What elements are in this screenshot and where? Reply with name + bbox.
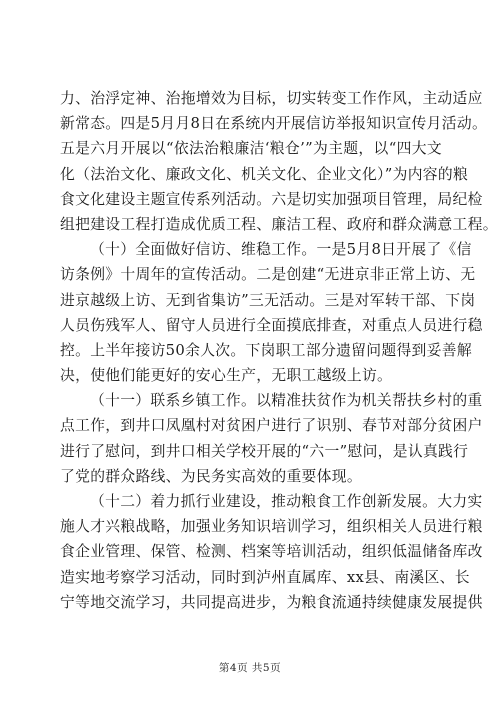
text-line: 访条例》十周年的宣传活动。二是创建“无进京非正常上访、无 <box>60 266 476 284</box>
text-line: 人员伤残军人、留守人员进行全面摸底排查，对重点人员进行稳 <box>60 316 483 334</box>
text-line: 造实地考察学习活动，同时到泸州直属库、xx县、南溪区、长 <box>60 568 470 586</box>
text-line: 施人才兴粮战略，加强业务知识培训学习，组织相关人员进行粮 <box>60 518 483 536</box>
text-line: 进京越级上访、无到省集访”三无活动。三是对军转干部、下岗 <box>60 291 476 309</box>
text-line: 五是六月开展以“依法治粮廉洁‘粮仓’”为主题，以“四大文 <box>60 140 442 158</box>
document-body <box>60 86 498 615</box>
text-line: 决，使他们能更好的安心生产，无职工越级上访。 <box>60 367 393 385</box>
text-line: 控。上半年接访50余人次。下岗职工部分遗留问题得到妥善解 <box>60 341 472 359</box>
text-line: 化（法治文化、廉政文化、机关文化、企业文化）”为内容的粮 <box>60 165 469 183</box>
paragraph-12-first-line: （十二）着力抓行业建设，推动粮食工作创新发展。大力实 <box>90 493 483 510</box>
text-line: 组把建设工程打造成优质工程、廉洁工程、政府和群众满意工程。 <box>60 215 498 233</box>
text-line: 宁等地交流学习，共同提高进步，为粮食流通持续健康发展提供 <box>60 593 483 611</box>
page-number-footer: 第4页 共5页 <box>218 662 282 674</box>
text-line: 新常态。四是5月月8日在系统内开展信访举报知识宣传月活动。 <box>60 115 488 133</box>
paragraph-10-first-line: （十）全面做好信访、维稳工作。一是5月8日开展了《信 <box>90 241 472 259</box>
text-line: 进行了慰问，到井口相关学校开展的“六一”慰问，是认真践行 <box>60 442 469 460</box>
text-line: 点工作，到井口凤凰村对贫困户进行了识别、春节对部分贫困户 <box>60 417 483 435</box>
text-line: 了党的群众路线、为民务实高效的重要体现。 <box>60 467 362 485</box>
paragraph-11-first-line: （十一）联系乡镇工作。以精准扶贫作为机关帮扶乡村的重 <box>90 392 483 410</box>
text-line: 食企业管理、保管、检测、档案等培训活动，组织低温储备库改 <box>60 543 483 561</box>
text-line: 食文化建设主题宣传系列活动。六是切实加强项目管理，局纪检 <box>60 190 483 208</box>
text-line: 力、治浮定神、治拖增效为目标，切实转变工作作风，主动适应 <box>60 90 483 107</box>
